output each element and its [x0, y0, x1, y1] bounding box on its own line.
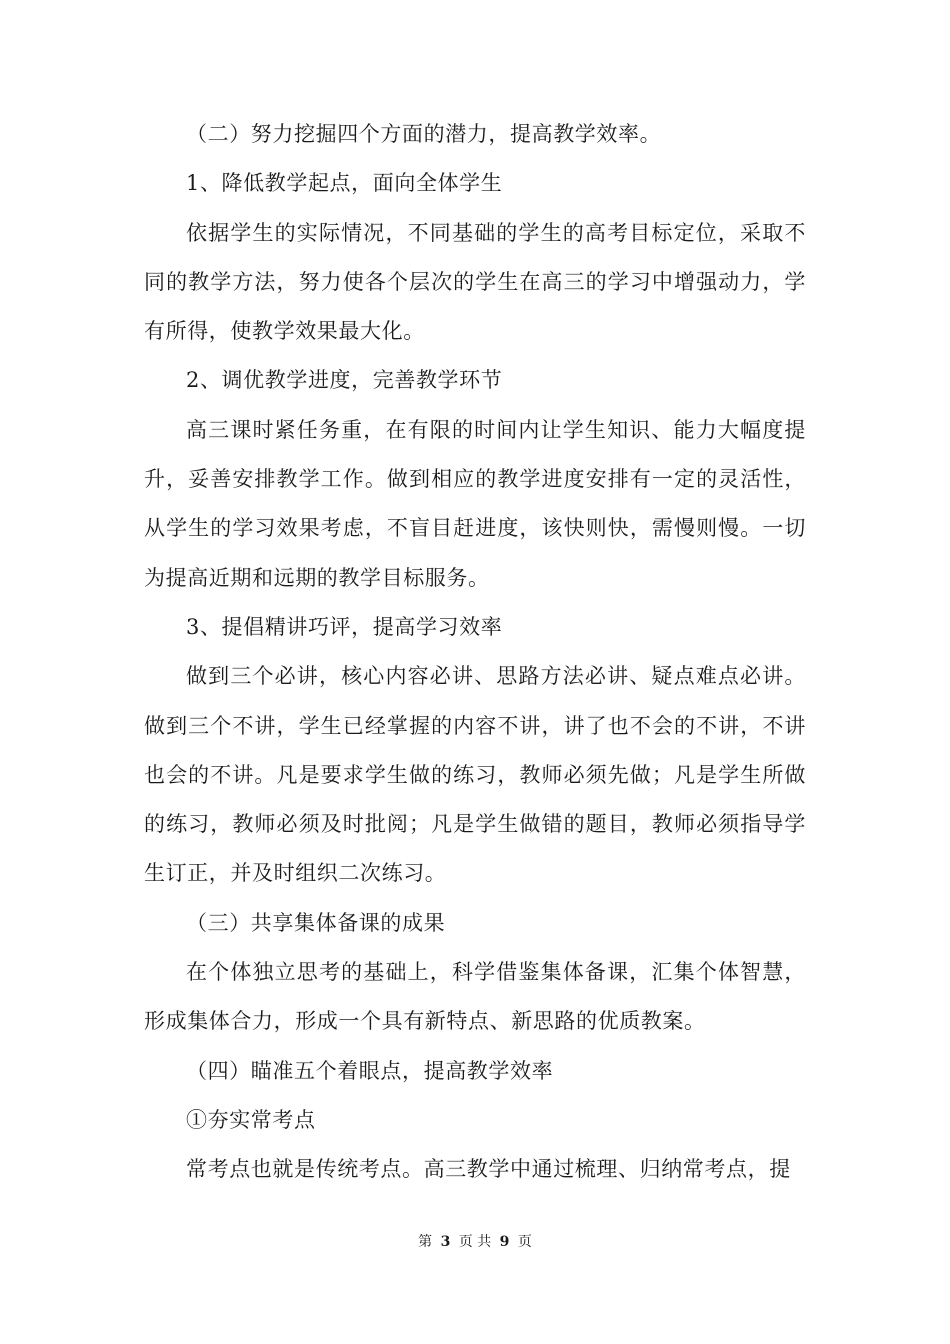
body-paragraph: 常考点也就是传统考点。高三教学中通过梳理、归纳常考点，提 — [186, 1157, 791, 1182]
total-pages-number: 9 — [499, 1234, 510, 1250]
body-paragraph: 高三课时紧任务重，在有限的时间内让学生知识、能力大幅度提升，妥善安排教学工作。做到相应的教学进度安排有一定的灵活性，从学生的学习效果考虑，不盲目赶进度，该快则快，需慢则慢。一切为提高近期和远期的教学目标服务。 — [144, 417, 806, 590]
document-body — [144, 110, 806, 1195]
footer-middle: 页 共 — [458, 1234, 492, 1250]
section-heading: （三）共享集体备课的成果 — [186, 910, 446, 935]
subsection-heading: 1、降低教学起点，面向全体学生 — [186, 171, 503, 196]
subsection-heading: ①夯实常考点 — [186, 1107, 316, 1132]
body-paragraph: 在个体独立思考的基础上，科学借鉴集体备课，汇集个体智慧，形成集体合力，形成一个具有新特点、新思路的优质教案。 — [144, 960, 806, 1034]
page-footer — [0, 1232, 950, 1252]
subsection-heading: 3、提倡精讲巧评，提高学习效率 — [186, 614, 503, 639]
body-paragraph: 依据学生的实际情况，不同基础的学生的高考目标定位，采取不同的教学方法，努力使各个层次的学生在高三的学习中增强动力，学有所得，使教学效果最大化。 — [144, 220, 806, 344]
current-page-number: 3 — [440, 1234, 451, 1250]
subsection-heading: 2、调优教学进度，完善教学环节 — [186, 368, 503, 393]
footer-suffix: 页 — [517, 1234, 532, 1250]
body-paragraph: 做到三个必讲，核心内容必讲、思路方法必讲、疑点难点必讲。做到三个不讲，学生已经掌握的内容不讲，讲了也不会的不讲，不讲也会的不讲。凡是要求学生做的练习，教师必须先做；凡是学生所做的练习，教师必须及时批阅；凡是学生做错的题目，教师必须指导学生订正，并及时组织二次练习。 — [144, 664, 806, 886]
footer-prefix: 第 — [418, 1234, 433, 1250]
section-heading: （四）瞄准五个着眼点，提高教学效率 — [186, 1058, 554, 1083]
section-heading: （二）努力挖掘四个方面的潜力，提高教学效率。 — [186, 122, 662, 146]
